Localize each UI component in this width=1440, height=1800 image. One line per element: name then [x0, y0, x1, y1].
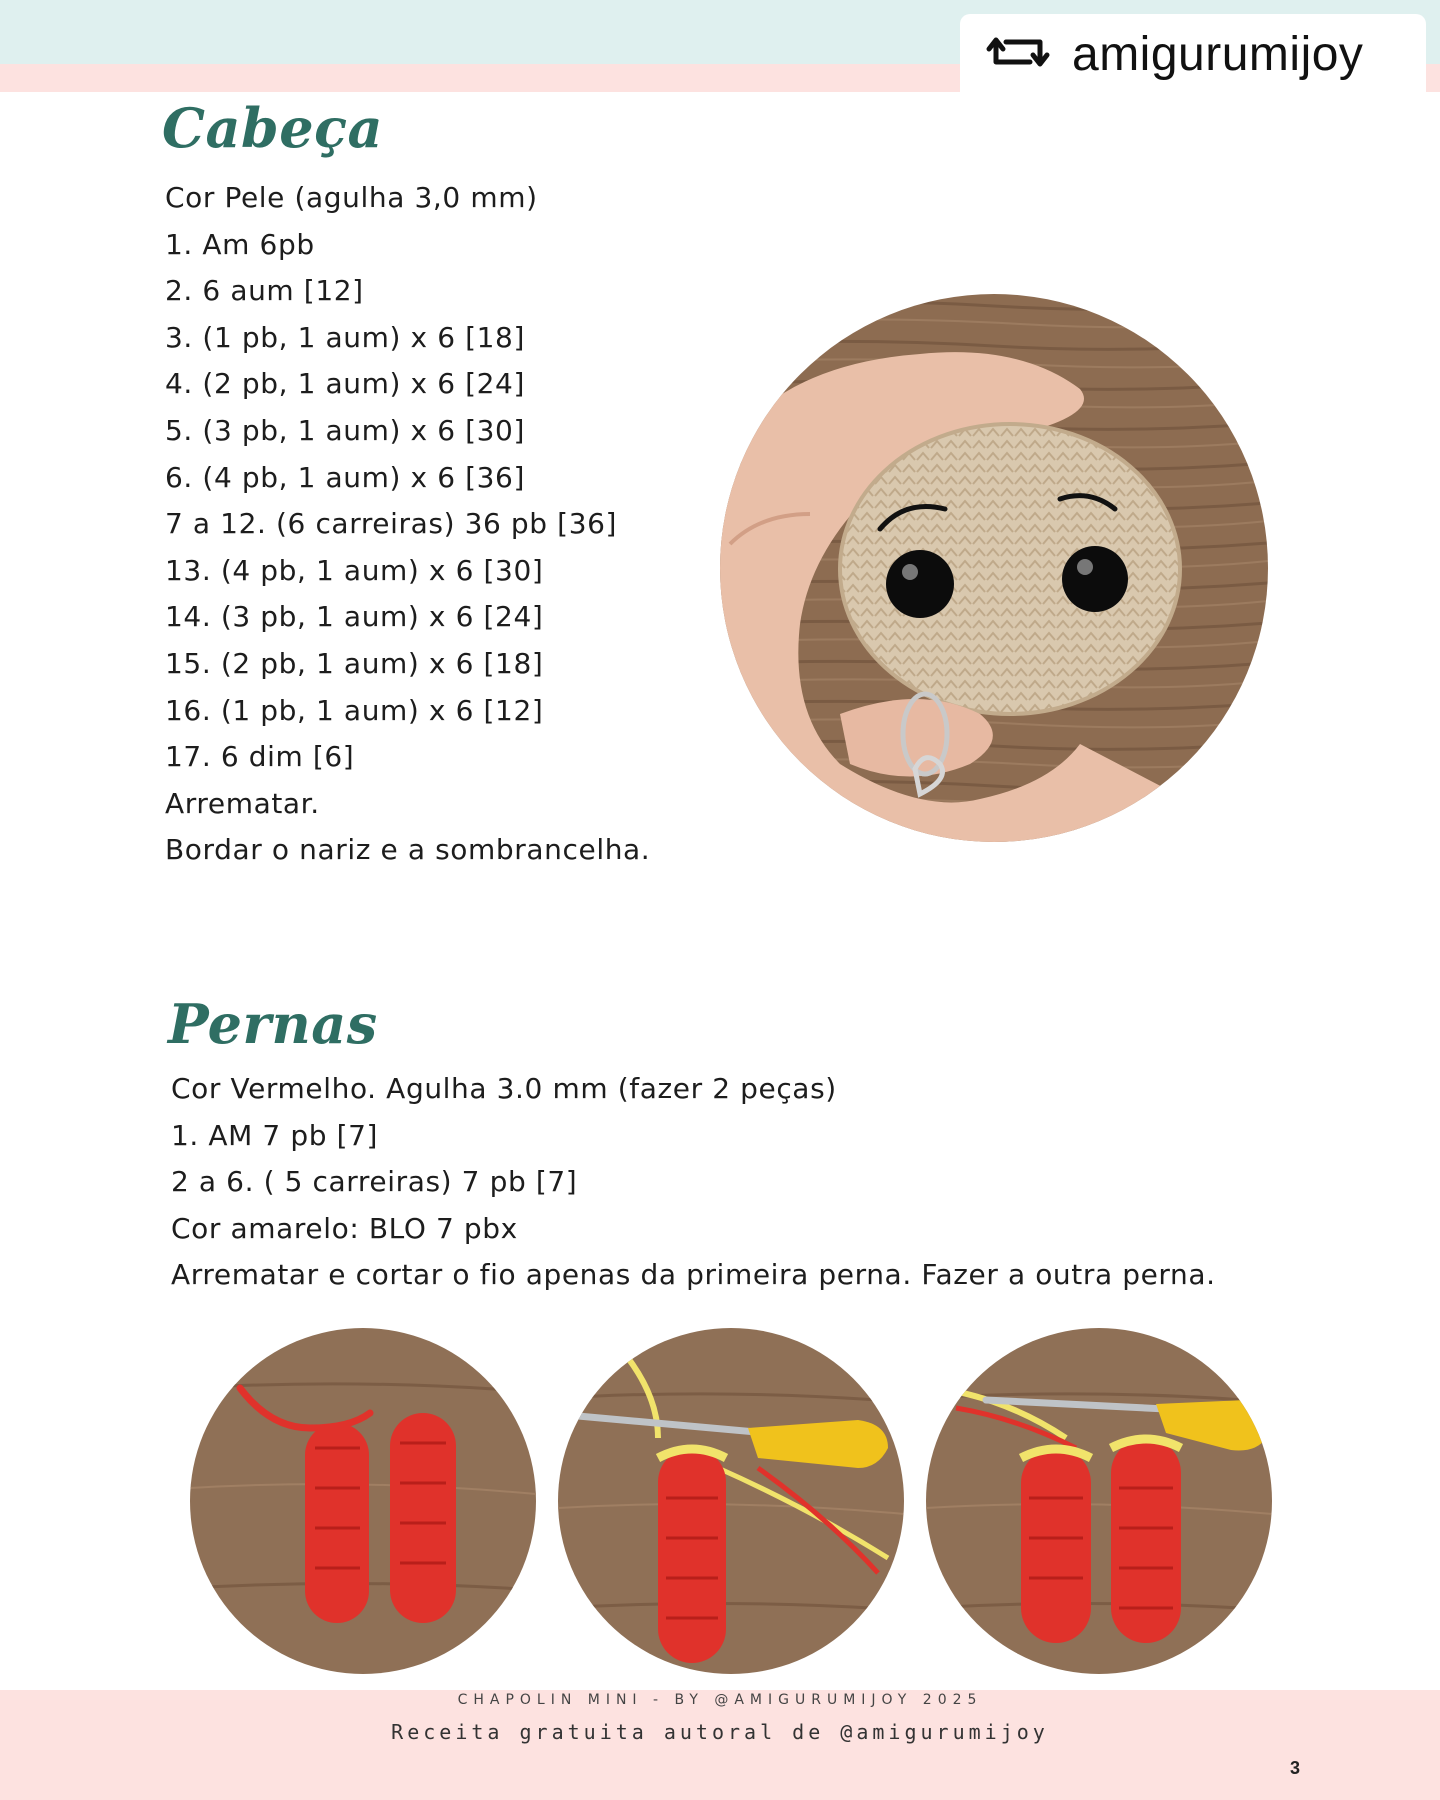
legs-line: Cor amarelo: BLO 7 pbx: [171, 1211, 518, 1245]
legs-section-title: Pernas: [168, 992, 378, 1056]
head-line: 14. (3 pb, 1 aum) x 6 [24]: [165, 600, 544, 634]
head-line: 16. (1 pb, 1 aum) x 6 [12]: [165, 693, 544, 727]
repost-handle: amigurumijoy: [1072, 27, 1364, 81]
footer-note: Receita gratuita autoral de @amigurumijoy: [391, 1720, 1049, 1744]
head-line: 4. (2 pb, 1 aum) x 6 [24]: [165, 367, 525, 401]
head-line: 17. 6 dim [6]: [165, 740, 355, 774]
head-line: 5. (3 pb, 1 aum) x 6 [30]: [165, 413, 525, 447]
legs-line: 2 a 6. ( 5 carreiras) 7 pb [7]: [171, 1165, 578, 1199]
page-number: 3: [1290, 1758, 1301, 1778]
legs-line: Arrematar e cortar o fio apenas da primeira perna. Fazer a outra perna.: [171, 1258, 1216, 1292]
head-line: 15. (2 pb, 1 aum) x 6 [18]: [165, 646, 544, 680]
head-line: 7 a 12. (6 carreiras) 36 pb [36]: [165, 507, 618, 541]
head-line: 13. (4 pb, 1 aum) x 6 [30]: [165, 553, 544, 587]
repost-badge: [960, 14, 1426, 94]
legs-photo-2: [558, 1328, 904, 1674]
head-line: 2. 6 aum [12]: [165, 274, 364, 308]
legs-line: 1. AM 7 pb [7]: [171, 1118, 379, 1152]
legs-photo-3: [926, 1328, 1272, 1674]
head-line: 1. Am 6pb: [165, 227, 315, 261]
footer-credit: CHAPOLIN MINI - BY @AMIGURUMIJOY 2025: [457, 1692, 983, 1708]
head-line: 3. (1 pb, 1 aum) x 6 [18]: [165, 320, 525, 354]
head-instructions: [165, 175, 650, 874]
head-line: Cor Pele (agulha 3,0 mm): [165, 181, 538, 214]
head-line: Bordar o nariz e a sombrancelha.: [165, 833, 651, 867]
legs-photo-1: [190, 1328, 536, 1674]
repost-icon: [986, 28, 1050, 80]
head-line: 6. (4 pb, 1 aum) x 6 [36]: [165, 460, 525, 494]
head-photo: [720, 294, 1268, 842]
head-section-title: Cabeça: [162, 96, 383, 160]
legs-instructions: [171, 1066, 1216, 1299]
head-line: Arrematar.: [165, 786, 320, 820]
legs-line: Cor Vermelho. Agulha 3.0 mm (fazer 2 peças): [171, 1072, 837, 1105]
